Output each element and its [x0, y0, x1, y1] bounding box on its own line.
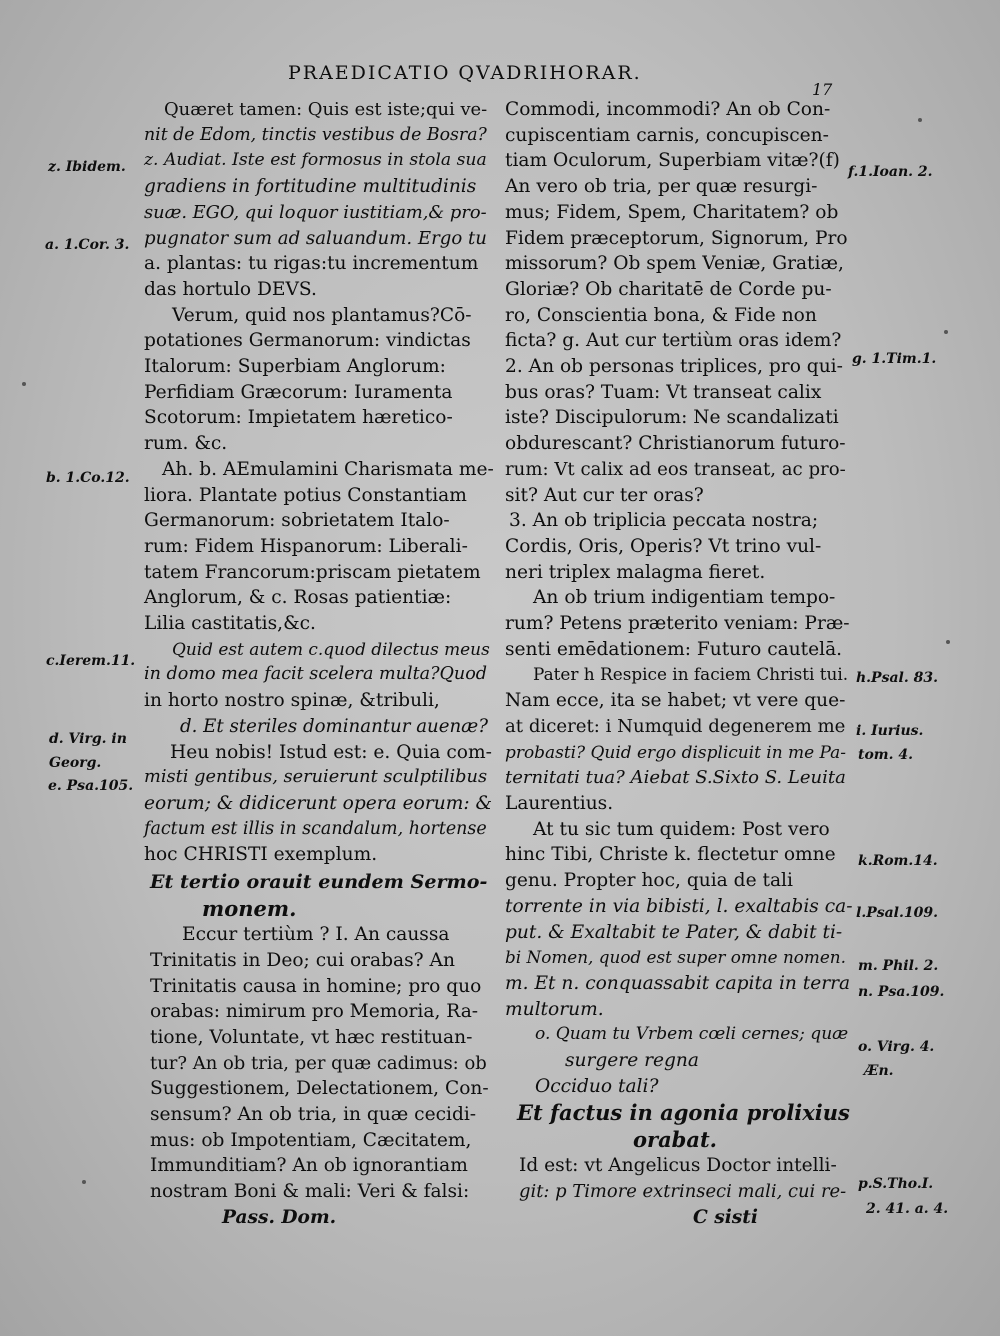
text-line: Pater h Respice in faciem Christi tui. — [533, 664, 849, 685]
text-line: Cordis, Oris, Operis? Vt trino vul- — [505, 535, 822, 557]
paper-speck — [22, 382, 26, 386]
text-line: bi Nomen, quod est super omne nomen. — [505, 947, 846, 968]
text-line: git: p Timore extrinseci mali, cui re- — [519, 1181, 847, 1203]
text-line: factum est illis in scandalum, hortense — [144, 818, 487, 839]
text-line: senti emēdationem: Futuro cautelā. — [505, 638, 843, 660]
text-line: m. Et n. conquassabit capita in terra — [505, 972, 851, 994]
text-line: Trinitatis in Deo; cui orabas? An — [150, 949, 455, 971]
text-line: nostram Boni & mali: Veri & falsi: — [150, 1181, 470, 1203]
text-line: tione, Voluntate, vt hæc restituan- — [150, 1026, 473, 1048]
text-line: Id est: vt Angelicus Doctor intelli- — [519, 1155, 837, 1177]
margin-note: g. 1.Tim.1. — [852, 351, 937, 367]
text-line: 3. An ob triplicia peccata nostra; — [509, 510, 819, 532]
text-line: Scotorum: Impietatem hæretico- — [144, 407, 453, 429]
section-heading: monem. — [202, 896, 297, 922]
text-line: hinc Tibi, Christe k. flectetur omne — [505, 844, 836, 866]
text-line: a. plantas: tu rigas:tu incrementum — [144, 253, 479, 275]
margin-note: c.Ierem.11. — [46, 653, 136, 669]
text-line: Perfidiam Græcorum: Iuramenta — [144, 381, 453, 403]
text-line: bus oras? Tuam: Vt transeat calix — [505, 381, 822, 403]
text-line: Occiduo tali? — [535, 1075, 659, 1097]
text-line: Suggestionem, Delectationem, Con- — [150, 1078, 489, 1100]
text-line: in horto nostro spinæ, &tribuli, — [144, 690, 440, 712]
text-line: ternitati tua? Aiebat S.Sixto S. Leuita — [505, 767, 846, 789]
text-line: Lilia castitatis,&c. — [144, 613, 316, 635]
margin-note: m. Phil. 2. — [858, 958, 939, 974]
text-line: torrente in via bibisti, l. exaltabis ca- — [505, 895, 853, 917]
right-text-column — [505, 97, 853, 1231]
text-line: liora. Plantate potius Constantiam — [144, 484, 467, 506]
text-line: misti gentibus, seruierunt sculptilibus — [144, 767, 488, 788]
text-line: das hortulo DEVS. — [144, 278, 317, 300]
margin-note: f.1.Ioan. 2. — [848, 164, 933, 180]
text-line: Ah. b. AEmulamini Charismata me- — [162, 458, 494, 480]
text-line: suæ. EGO, qui loquor iustitiam,& pro- — [144, 201, 487, 223]
margin-note: o. Virg. 4. — [858, 1039, 935, 1055]
section-heading: Et tertio orauit eundem Sermo- — [150, 870, 488, 894]
text-line: probasti? Quid ergo displicuit in me Pa- — [505, 741, 847, 762]
text-line: iste? Discipulorum: Ne scandalizati — [505, 407, 839, 429]
text-line: orabas: nimirum pro Memoria, Ra- — [150, 1001, 479, 1023]
text-line: tur? An ob tria, per quæ cadimus: ob — [150, 1052, 487, 1074]
paper-speck — [946, 640, 950, 644]
text-line: put. & Exaltabit te Pater, & dabit ti- — [505, 921, 843, 943]
text-line: At tu sic tum quidem: Post vero — [533, 818, 830, 840]
margin-note: n. Psa.109. — [858, 984, 945, 1000]
margin-note: 2. 41. a. 4. — [866, 1201, 949, 1217]
text-line: neri triplex malagma fieret. — [505, 561, 766, 583]
text-line: nit de Edom, tinctis vestibus de Bosra? — [144, 124, 487, 145]
text-line: Quæret tamen: Quis est iste;qui ve- — [164, 99, 488, 120]
text-line: Anglorum, & c. Rosas patientiæ: — [144, 587, 452, 609]
section-heading: Et factus in agonia prolixius — [517, 1100, 850, 1126]
text-line: Trinitatis causa in homine; pro quo — [150, 975, 482, 997]
text-line: Laurentius. — [505, 792, 614, 814]
text-line: sensum? An ob tria, in quæ cecidi- — [150, 1104, 477, 1126]
text-line: Immunditiam? An ob ignorantiam — [150, 1155, 468, 1177]
text-line: hoc CHRISTI exemplum. — [144, 844, 378, 866]
margin-note: h.Psal. 83. — [856, 670, 938, 686]
margin-note: e. Psa.105. — [48, 778, 134, 794]
text-line: Gloriæ? Ob charitatē de Corde pu- — [505, 278, 832, 300]
text-line: Commodi, incommodi? An ob Con- — [505, 99, 831, 120]
section-heading: orabat. — [633, 1127, 717, 1153]
text-line: Fidem præceptorum, Signorum, Pro — [505, 227, 848, 249]
text-line: 2. An ob personas triplices, pro qui- — [505, 356, 843, 378]
text-line: Nam ecce, ita se habet; vt vere que- — [505, 690, 846, 712]
text-line: mus: ob Impotentiam, Cæcitatem, — [150, 1129, 472, 1151]
margin-note: Georg. — [49, 755, 102, 771]
text-line: rum: Fidem Hispanorum: Liberali- — [144, 535, 468, 557]
margin-note: d. Virg. in — [49, 731, 127, 747]
text-line: pugnator sum ad saluandum. Ergo tu — [144, 227, 487, 249]
text-line: ro, Conscientia bona, & Fide non — [505, 304, 817, 326]
text-line: missorum? Ob spem Veniæ, Gratiæ, — [505, 253, 844, 275]
text-line: z. Audiat. Iste est formosus in stola sua — [144, 150, 487, 171]
text-line: Eccur tertiùm ? I. An caussa — [182, 924, 450, 946]
paper-speck — [82, 1180, 86, 1184]
text-line: tiam Oculorum, Superbiam vitæ?(f) — [505, 150, 840, 172]
text-line: mus; Fidem, Spem, Charitatem? ob — [505, 201, 839, 223]
text-line: Heu nobis! Istud est: e. Quia com- — [170, 741, 492, 763]
text-line: genu. Propter hoc, quia de tali — [505, 870, 793, 892]
margin-note: k.Rom.14. — [858, 853, 938, 869]
margin-note: i. Iurius. — [856, 723, 924, 739]
signature-mark: Pass. Dom. — [222, 1206, 337, 1228]
text-line: rum. &c. — [144, 433, 228, 455]
margin-note: p.S.Tho.I. — [858, 1176, 934, 1192]
text-line: cupiscentiam carnis, concupiscen- — [505, 124, 829, 146]
text-line: Germanorum: sobrietatem Italo- — [144, 510, 450, 532]
text-line: Verum, quid nos plantamus?Cō- — [172, 304, 472, 326]
text-line: An vero ob tria, per quæ resurgi- — [505, 176, 818, 198]
margin-note: Æn. — [864, 1063, 894, 1079]
margin-note: b. 1.Co.12. — [46, 470, 130, 486]
text-line: ficta? g. Aut cur tertiùm oras idem? — [505, 330, 842, 352]
text-line: Italorum: Superbiam Anglorum: — [144, 356, 446, 378]
text-line: tatem Francorum:priscam pietatem — [144, 561, 481, 583]
text-line: An ob trium indigentiam tempo- — [533, 587, 836, 609]
paper-speck — [944, 330, 948, 334]
margin-note: tom. 4. — [858, 747, 913, 763]
text-line: d. Et steriles dominantur auenæ? — [180, 715, 488, 737]
text-line: potationes Germanorum: vindictas — [144, 330, 471, 352]
running-title: PRAEDICATIO QVADRIHORAR. — [288, 62, 642, 84]
text-line: rum? Petens præterito veniam: Præ- — [505, 613, 850, 635]
paper-speck — [918, 118, 922, 122]
text-line: sit? Aut cur ter oras? — [505, 484, 704, 506]
signature-mark: C sisti — [693, 1206, 758, 1228]
margin-note: z. Ibidem. — [48, 159, 126, 175]
margin-note: a. 1.Cor. 3. — [45, 237, 130, 253]
text-line: at diceret: i Numquid degenerem me — [505, 715, 846, 737]
text-line: Quid est autem c.quod dilectus meus — [172, 638, 490, 659]
text-line: eorum; & didicerunt opera eorum: & — [144, 792, 493, 814]
text-line: gradiens in fortitudine multitudinis — [144, 176, 477, 198]
text-line: rum: Vt calix ad eos transeat, ac pro- — [505, 458, 846, 480]
margin-note: l.Psal.109. — [856, 905, 938, 921]
text-line: multorum. — [505, 998, 604, 1020]
left-text-column — [144, 97, 494, 1231]
page-number: 17 — [812, 80, 833, 99]
text-line: o. Quam tu Vrbem cœli cernes; quæ — [535, 1024, 849, 1045]
text-line: in domo mea facit scelera multa?Quod — [144, 664, 488, 685]
text-line: obdurescant? Christianorum futuro- — [505, 433, 846, 455]
text-line: surgere regna — [565, 1050, 699, 1072]
